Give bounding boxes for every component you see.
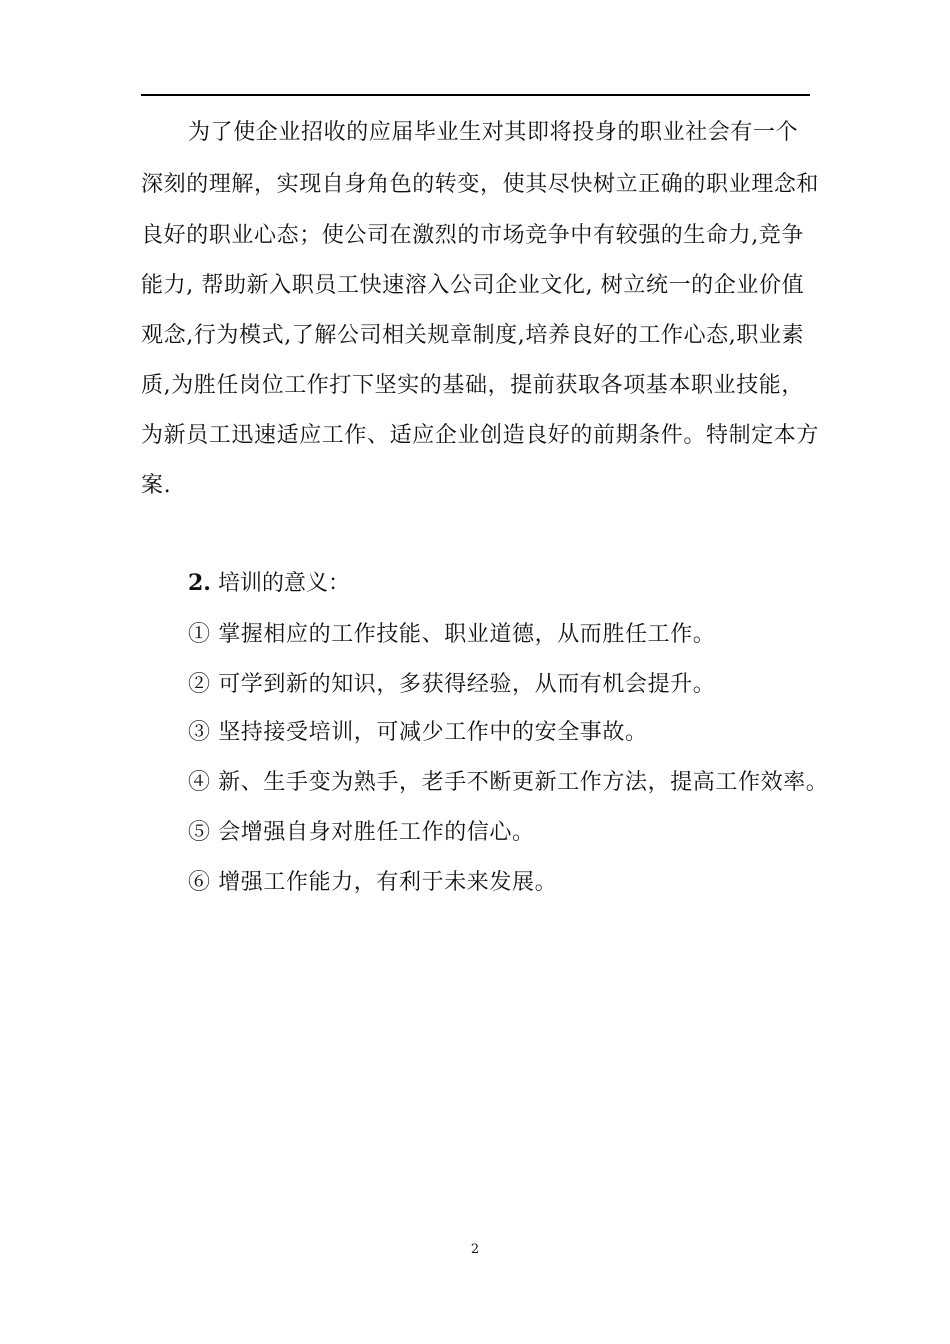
list-item: ① 掌握相应的工作技能、职业道德，从而胜任工作。 — [188, 622, 716, 647]
intro-line-6: 质,为胜任岗位工作打下坚实的基础，提前获取各项基本职业技能， — [141, 373, 804, 398]
list-item: ③ 坚持接受培训，可减少工作中的安全事故。 — [188, 720, 648, 745]
intro-line-4: 能力, 帮助新入职员工快速溶入公司企业文化, 树立统一的企业价值 — [141, 273, 805, 298]
list-item: ② 可学到新的知识，多获得经验，从而有机会提升。 — [188, 672, 716, 697]
section-title-text: 培训的意义： — [217, 571, 350, 596]
intro-line-5: 观念,行为模式,了解公司相关规章制度,培养良好的工作心态,职业素 — [141, 323, 805, 348]
section-heading — [188, 568, 350, 599]
list-item: ⑥ 增强工作能力，有利于未来发展。 — [188, 870, 558, 895]
section-number: 2. — [188, 570, 211, 596]
intro-line-1: 为了使企业招收的应届毕业生对其即将投身的职业社会有一个 — [188, 120, 799, 145]
intro-line-7: 为新员工迅速适应工作、适应企业创造良好的前期条件。特制定本方 — [141, 423, 820, 448]
header-rule — [141, 94, 810, 96]
list-item: ④ 新、生手变为熟手，老手不断更新工作方法，提高工作效率。 — [188, 770, 829, 795]
page-number: 2 — [470, 1242, 480, 1257]
intro-line-2: 深刻的理解，实现自身角色的转变，使其尽快树立正确的职业理念和 — [141, 172, 820, 197]
intro-line-3: 良好的职业心态；使公司在激烈的市场竞争中有较强的生命力,竞争 — [141, 223, 804, 248]
intro-line-8: 案. — [141, 473, 172, 498]
list-item: ⑤ 会增强自身对胜任工作的信心。 — [188, 820, 535, 845]
